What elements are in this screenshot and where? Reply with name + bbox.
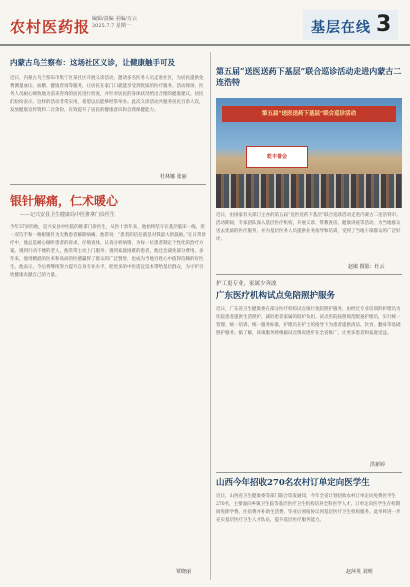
article-3-body: 今年37岁的他，是兴安县中医院的推拿门诊医生，从医十余年来，他始终坚守在基层临床一线，用一双巧手和一根根银针为无数患者解除病痛。他常说：“患者的信任就是对我最大的鼓励。”在日常诊疗中，他总是耐心倾听患者的诉求，仔细查体，认真分析病情，为每一位患者制定个性化的治疗方案。遇到行动不便的老人，他常常主动上门服务；遇到家庭困难的患者，他还会减免部分费用。多年来，他用精湛的医术和高尚的医德赢得了群众的广泛赞誉，也成为当地百姓心中值得信赖的好医生。他表示，今后将继续努力提升自身专业水平，把更多的中医适宜技术带给基层群众，为守护百姓健康贡献自己的力量。 <box>10 225 206 278</box>
article-4-body: 近日，广东省卫生健康委在部分医疗机构试点推行免陪照护服务，由经过专业培训的护理员为住院患者提供生活照护，减轻患者家属的陪护负担。试点医院按照规范配备护理员，实行统一管理、统一培训、统一服务标准，护理员在护士的指导下为患者提供清洁、饮食、翻身等基础照护服务。据了解，该项服务将根据试点情况逐步在全省推广，让更多患者和家庭受益。 <box>216 307 401 336</box>
article-3-byline: 覃晓丽 <box>176 569 192 575</box>
article-3-subtitle: ——记兴安县卫生健康局中医推拿门诊医生 <box>20 212 116 218</box>
article-5-body: 近日，山西省卫生健康委等部门联合印发通知，今年全省计划招收农村订单定向免费医学生270名，主要面向乡镇卫生院等基层医疗卫生机构培养全科医学人才。订单定向医学生在校期间免除学费、住宿费并补助生活费，毕业后须按协议到基层医疗卫生机构服务。此举将进一步充实基层医疗卫生人才队伍，提升基层医疗服务能力。 <box>216 494 401 523</box>
photo-banner: 第五届“送医送药下基层”联合巡诊活动 <box>222 106 396 122</box>
article-4-byline: 洪新婷 <box>370 462 386 468</box>
article-4-title: 广东医疗机构试点免陪照护服务 <box>216 291 336 301</box>
date-line: 2025.7.7 星期一 <box>92 23 131 29</box>
article-4-kicker: 护工更专业，家属少奔波 <box>216 281 277 287</box>
divider <box>216 472 402 473</box>
masthead <box>0 0 410 46</box>
article-5-title: 山西今年招收270名农村订单定向医学生 <box>216 478 370 488</box>
article-3-title: 银针解痛，仁术暖心 <box>10 194 119 208</box>
article-1-title: 内蒙古乌兰察布：这场社区义诊，让健康触手可及 <box>10 58 175 67</box>
article-2-title: 第五届“送医送药下基层”联合巡诊活动走进内蒙古二连浩特 <box>216 66 402 87</box>
divider <box>10 184 206 185</box>
issue-meta <box>92 16 137 30</box>
section-label <box>303 10 398 40</box>
section-name: 基层在线 <box>311 20 371 36</box>
divider <box>216 274 402 275</box>
event-photo <box>216 98 402 208</box>
page-number: 3 <box>376 12 392 37</box>
column-divider <box>210 52 211 580</box>
editor-line: 编辑/责编 美编/万云 <box>92 16 137 22</box>
article-1-body: 近日，内蒙古乌兰察布市集宁区某社区开展义诊活动，邀请多名医务人员走进社区，为居民提供免费测量血压、血糖、健康咨询等服务，让居民在家门口就能享受到优质的医疗服务。活动现场，医务人员耐心细致地为前来咨询的居民进行检查，并针对居民的身体状况给出合理的健康建议。居民们纷纷表示，这样的活动非常实用，希望以后能够经常举办。此次义诊活动共服务居民百余人次，发放健康宣传资料二百余份，有效提升了居民的健康意识和自我保健能力。 <box>10 76 204 113</box>
article-5-byline: 赵萍英 刘明 <box>346 569 373 575</box>
article-1-byline: 杜林娜 张丽 <box>160 174 187 180</box>
article-2-body: 近日，由国家有关部门主办的第五届“送医送药下基层”联合巡诊活动走进内蒙古二连浩特市。活动期间，专家团队深入基层医疗机构，开展义诊、带教查房、健康讲座等活动，为当地群众送去优质的医疗服务，并为基层医务人员提供业务指导和培训，受到了当地干部群众的广泛好评。 <box>216 213 401 242</box>
photo-sign: 乾丰誉会 <box>246 146 308 168</box>
article-2-byline: 赵敏 摄影：杜云 <box>348 264 385 270</box>
newspaper-logo: 农村医药报 <box>10 18 91 36</box>
photo-crowd <box>216 174 402 208</box>
